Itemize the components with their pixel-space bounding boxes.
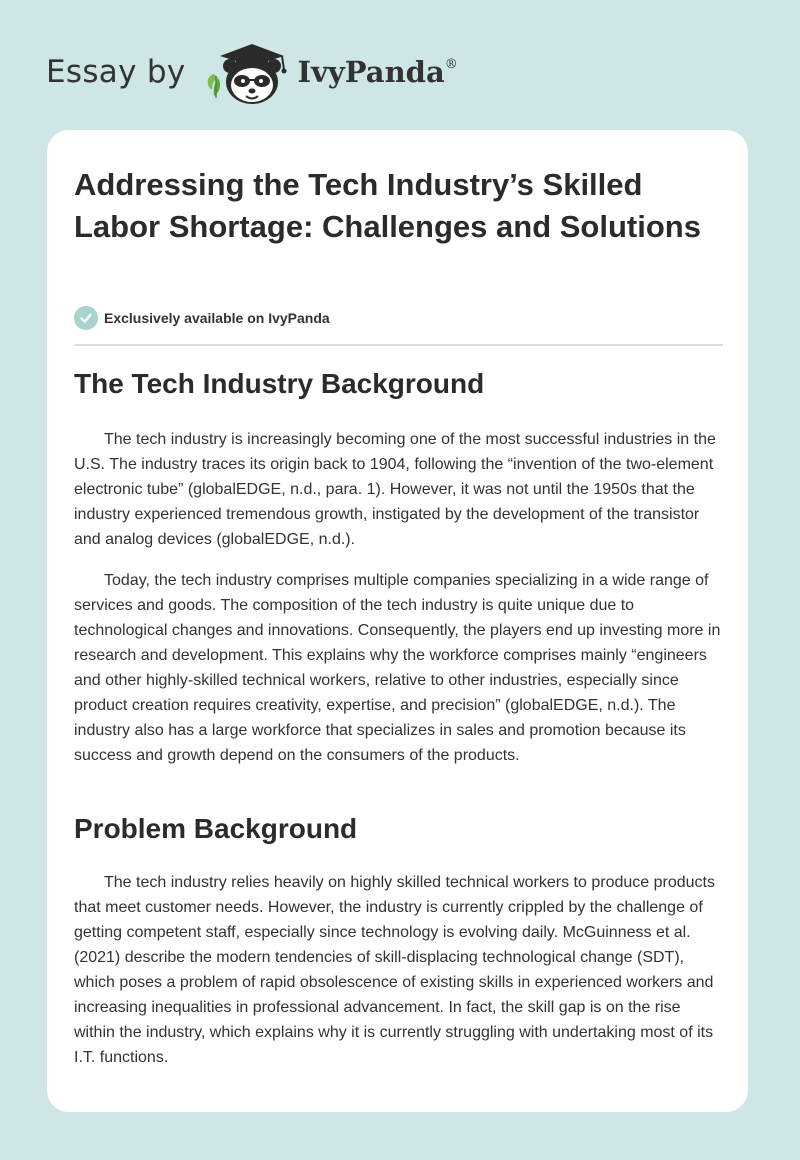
site-header: [46, 36, 458, 108]
essay-by-label: Essay by: [46, 54, 186, 90]
ivypanda-brand[interactable]: [298, 55, 458, 89]
essay-title: Addressing the Tech Industry’s Skilled Labor Shortage: Challenges and Solutions: [74, 167, 701, 244]
exclusive-badge: [74, 306, 330, 330]
check-icon: [74, 306, 98, 330]
paragraph: Today, the tech industry comprises multiple companies specializing in a wide range of services and goods. The composition of the tech industry is quite unique due to technological changes and innovations. Consequently, the players end up investing more in research and development. This explains why the workforce comprises mainly “engineers and other highly-skilled technical workers, relative to other industries, especially since product creation requires creativity, expertise, and precision” (globalEDGE, n.d.). The industry also has a large workforce that specializes in sales and promotion because its success and growth depend on the consumers of the products.: [74, 572, 721, 764]
registered-mark: ®: [444, 57, 458, 72]
paragraph: The tech industry is increasingly becoming one of the most successful industries in the U.S. The industry traces its origin back to 1904, following the “invention of the two-element electronic tube” (globalEDGE, n.d., para. 1). However, it was not until the 1950s that the industry experienced tremendous growth, instigated by the development of the transistor and analog devices (globalEDGE, n.d.).: [74, 431, 716, 548]
section-heading-problem-background: Problem Background: [74, 813, 358, 844]
section-heading-tech-background: The Tech Industry Background: [74, 368, 485, 399]
brand-name: IvyPanda: [297, 55, 445, 89]
divider: [74, 344, 723, 346]
exclusive-label: Exclusively available on IvyPanda: [104, 310, 330, 326]
ivypanda-panda-logo-icon[interactable]: [200, 36, 296, 108]
essay-card: [47, 130, 748, 1112]
paragraph: The tech industry relies heavily on highly skilled technical workers to produce products that meet customer needs. However, the industry is currently crippled by the challenge of getting competent staff, especially since technology is evolving daily. McGuinness et al. (2021) describe the modern tendencies of skill-displacing technological change (SDT), which poses a problem of rapid obsolescence of existing skills in experienced workers and increasing inequalities in professional advancement. In fact, the skill gap is on the rise within the industry, which explains why it is currently struggling with undertaking most of its I.T. functions.: [74, 874, 715, 1066]
